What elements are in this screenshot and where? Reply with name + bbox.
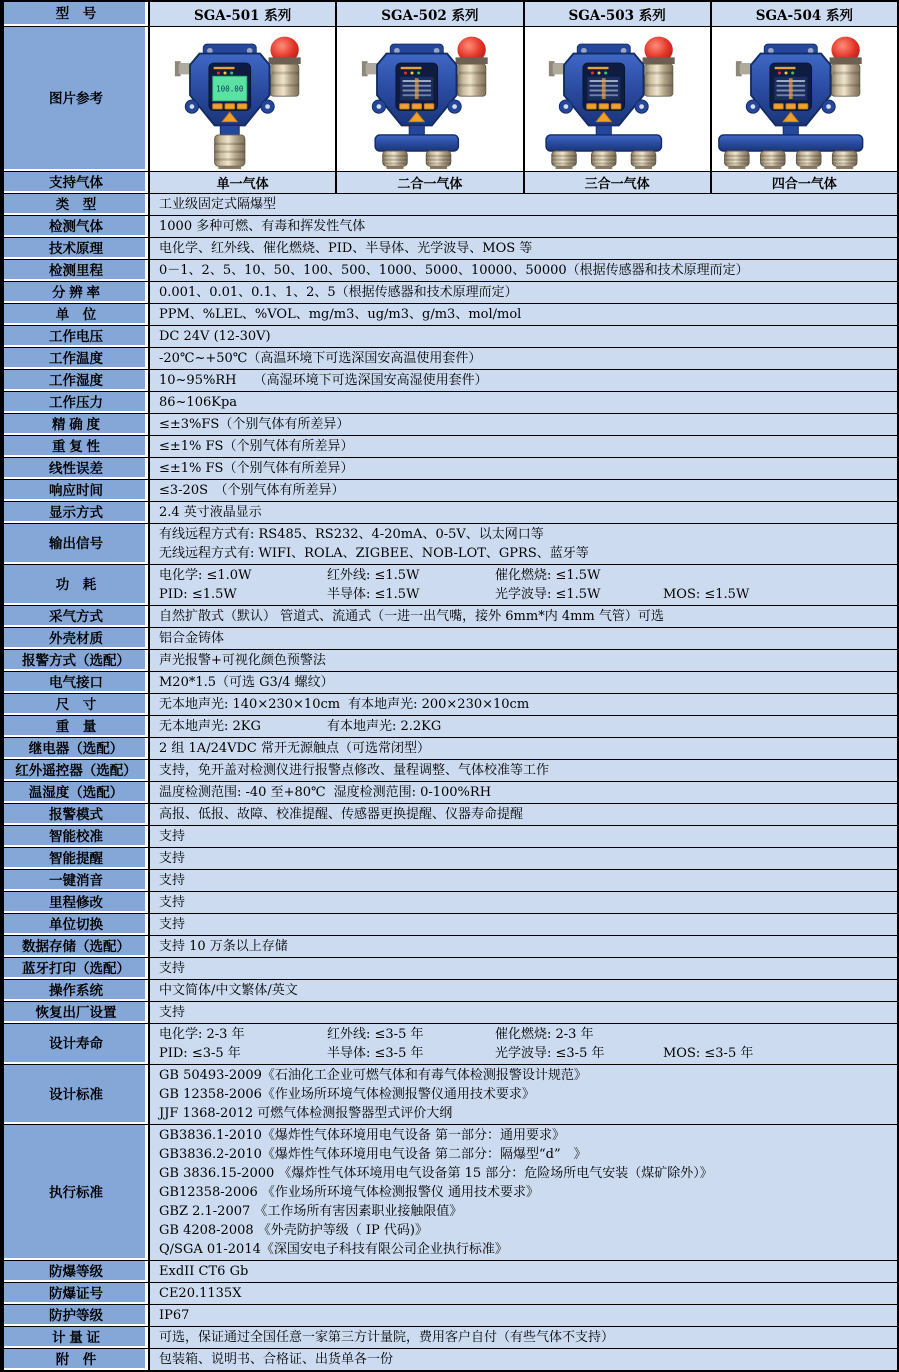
spec-value-accuracy — [150, 414, 897, 435]
spec-label-bt_print: 蓝牙打印（选配） — [4, 958, 150, 979]
spec-value-metering_cert — [150, 1327, 897, 1348]
spec-value-segment: PID: ≤3-5 年 — [159, 1046, 241, 1061]
spec-value-type — [150, 194, 897, 215]
spec-value-exproof_cert — [150, 1283, 897, 1304]
spec-value-line: GB12358-2006 《作业场所环境气体检测报警仪 通用技术要求》 — [159, 1185, 540, 1200]
spec-row-work_pressure — [4, 392, 897, 414]
spec-value-line: ≤±3%FS（个别气体有所差异） — [159, 417, 350, 432]
spec-label-size: 尺 寸 — [4, 694, 150, 715]
spec-label-repeatability: 重 复 性 — [4, 436, 150, 457]
spec-label-ir_remote: 红外遥控器（选配） — [4, 760, 150, 781]
spec-value-line: 声光报警+可视化颜色预警法 — [159, 653, 326, 668]
spec-value-line: PPM、%LEL、%VOL、mg/m3、ug/m3、g/m3、mol/mol — [159, 307, 522, 322]
spec-value-line — [159, 695, 893, 714]
spec-value-line: 包装箱、说明书、合格证、出货单各一份 — [159, 1352, 394, 1367]
spec-row-temp_humidity_opt — [4, 782, 897, 804]
spec-value-line — [159, 1025, 893, 1044]
spec-value-line: GB3836.1-2010《爆炸性气体环境用电气设备 第一部分：通用要求》 — [159, 1128, 566, 1143]
spec-value-line: 无线远程方式有: WIFI、ROLA、ZIGBEE、NOB-LOT、GPRS、蓝牙等 — [159, 546, 589, 561]
spec-value-line: 支持 — [159, 851, 186, 866]
spec-value-line — [159, 783, 893, 802]
spec-label-alarm_mode_opt: 报警方式（选配） — [4, 650, 150, 671]
gas-detector-illustration-sga-503 — [529, 29, 705, 169]
model-row-label: 型 号 — [4, 2, 150, 26]
spec-row-response — [4, 480, 897, 502]
supported-gas-1: 单一气体 — [150, 172, 337, 193]
spec-row-factory_reset — [4, 1002, 897, 1024]
spec-value-alarm_modes — [150, 804, 897, 825]
spec-value-line: 86~106Kpa — [159, 395, 238, 410]
spec-value-line: 支持 10 万条以上存储 — [159, 939, 288, 954]
spec-row-smart_remind — [4, 848, 897, 870]
spec-row-weight — [4, 716, 897, 738]
spec-label-data_storage: 数据存储（选配） — [4, 936, 150, 957]
spec-value-weight — [150, 716, 897, 737]
spec-value-line: 0.001、0.01、0.1、1、2、5（根据传感器和技术原理而定） — [159, 285, 518, 300]
spec-label-alarm_modes: 报警模式 — [4, 804, 150, 825]
spec-value-line: M20*1.5（可选 G3/4 螺纹） — [159, 675, 334, 690]
spec-label-temp_humidity_opt: 温湿度（选配） — [4, 782, 150, 803]
spec-value-segment: 光学波导: ≤1.5W — [495, 587, 601, 602]
spec-row-smart_cal — [4, 826, 897, 848]
spec-row-voltage — [4, 326, 897, 348]
spec-value-segment: 温度检测范围: -40 至+80℃ — [159, 785, 326, 800]
spec-value-exec_std — [150, 1125, 897, 1260]
spec-row-one_key_mute — [4, 870, 897, 892]
spec-value-segment: 光学波导: ≤3-5 年 — [495, 1046, 605, 1061]
spec-value-segment: PID: ≤1.5W — [159, 587, 237, 602]
spec-value-data_storage — [150, 936, 897, 957]
spec-value-temp_humidity_opt — [150, 782, 897, 803]
spec-row-ip_grade — [4, 1305, 897, 1327]
model-header-3: SGA-503 系列 — [525, 2, 712, 26]
spec-label-output: 输出信号 — [4, 524, 150, 564]
spec-label-display: 显示方式 — [4, 502, 150, 523]
gas-row-label: 支持气体 — [4, 172, 150, 193]
spec-value-relay — [150, 738, 897, 759]
spec-row-design_std — [4, 1065, 897, 1125]
spec-label-range: 检测里程 — [4, 260, 150, 281]
spec-row-work_humidity — [4, 370, 897, 392]
spec-row-sampling — [4, 606, 897, 628]
spec-value-voltage — [150, 326, 897, 347]
spec-value-segment: 无本地声光: 140×230×10cm — [159, 697, 341, 712]
spec-value-line: 支持 — [159, 1005, 186, 1020]
spec-value-segment: 有本地声光: 200×230×10cm — [348, 697, 530, 712]
spec-value-line: 高报、低报、故障、校准提醒、传感器更换提醒、仪器寿命提醒 — [159, 807, 524, 822]
spec-value-repeatability — [150, 436, 897, 457]
spec-value-smart_cal — [150, 826, 897, 847]
spec-label-voltage: 工作电压 — [4, 326, 150, 347]
spec-label-os: 操作系统 — [4, 980, 150, 1001]
spec-value-line: -20℃~+50℃（高温环境下可选深国安高温使用套件） — [159, 351, 482, 366]
spec-value-line: Q/SGA 01-2014《深国安电子科技有限公司企业执行标准》 — [159, 1242, 508, 1257]
spec-row-ir_remote — [4, 760, 897, 782]
spec-value-exproof_grade — [150, 1261, 897, 1282]
supported-gas-3: 三合一气体 — [525, 172, 712, 193]
product-image-cell-sga-502 — [337, 27, 524, 171]
spec-value-segment: MOS: ≤3-5 年 — [663, 1046, 754, 1061]
spec-value-line — [159, 566, 893, 585]
spec-value-segment: 无本地声光: 2KG — [159, 719, 261, 734]
spec-value-line: DC 24V (12-30V) — [159, 329, 271, 344]
spec-label-resolution: 分 辨 率 — [4, 282, 150, 303]
spec-value-output — [150, 524, 897, 564]
spec-value-segment: 红外线: ≤1.5W — [327, 568, 420, 583]
spec-value-bt_print — [150, 958, 897, 979]
spec-value-size — [150, 694, 897, 715]
spec-value-electrical_port — [150, 672, 897, 693]
spec-value-segment: 催化燃烧: ≤1.5W — [495, 568, 601, 583]
spec-value-line: ExdII CT6 Gb — [159, 1264, 249, 1279]
spec-value-response — [150, 480, 897, 501]
spec-label-one_key_mute: 一键消音 — [4, 870, 150, 891]
spec-value-principle — [150, 238, 897, 259]
spec-row-electrical_port — [4, 672, 897, 694]
spec-row-os — [4, 980, 897, 1002]
spec-value-line: 支持，免开盖对检测仪进行报警点修改、量程调整、气体校准等工作 — [159, 763, 550, 778]
spec-label-factory_reset: 恢复出厂设置 — [4, 1002, 150, 1023]
spec-row-exproof_cert — [4, 1283, 897, 1305]
spec-value-resolution — [150, 282, 897, 303]
spec-row-accessories — [4, 1349, 897, 1370]
image-row — [4, 27, 897, 172]
model-header-4: SGA-504 系列 — [712, 2, 897, 26]
spec-value-line: 铝合金铸体 — [159, 631, 225, 646]
spec-row-work_temp — [4, 348, 897, 370]
spec-row-exproof_grade — [4, 1261, 897, 1283]
spec-value-line: JJF 1368-2012 可燃气体检测报警器型式评价大纲 — [159, 1106, 453, 1121]
spec-label-relay: 继电器（选配） — [4, 738, 150, 759]
spec-value-line: 工业级固定式隔爆型 — [159, 197, 277, 212]
spec-row-resolution — [4, 282, 897, 304]
spec-value-detect_gas — [150, 216, 897, 237]
spec-row-linearity — [4, 458, 897, 480]
spec-row-exec_std — [4, 1125, 897, 1261]
spec-value-ir_remote — [150, 760, 897, 781]
spec-label-work_pressure: 工作压力 — [4, 392, 150, 413]
spec-value-segment: 电化学: ≤1.0W — [159, 568, 252, 583]
spec-row-data_storage — [4, 936, 897, 958]
spec-value-accessories — [150, 1349, 897, 1370]
spec-label-lifespan: 设计寿命 — [4, 1024, 150, 1064]
supported-gas-4: 四合一气体 — [712, 172, 897, 193]
supported-gas-2: 二合一气体 — [337, 172, 524, 193]
spec-value-line: GB3836.2-2010《爆炸性气体环境用电气设备 第二部分：隔爆型“d” 》 — [159, 1147, 587, 1162]
svg-text:100.00: 100.00 — [215, 84, 244, 94]
image-row-label: 图片参考 — [4, 27, 150, 171]
spec-value-range — [150, 260, 897, 281]
spec-rows — [4, 194, 897, 1370]
spec-value-line: 中文简体/中文繁体/英文 — [159, 983, 298, 998]
spec-value-line: ≤±1% FS（个别气体有所差异） — [159, 439, 354, 454]
spec-value-unit_switch — [150, 914, 897, 935]
spec-value-line — [159, 717, 893, 736]
spec-row-power — [4, 565, 897, 606]
spec-label-type: 类 型 — [4, 194, 150, 215]
spec-row-relay — [4, 738, 897, 760]
spec-value-line: 支持 — [159, 961, 186, 976]
spec-value-line: 支持 — [159, 895, 186, 910]
model-header-2: SGA-502 系列 — [337, 2, 524, 26]
product-image-cell-sga-504 — [712, 27, 897, 171]
spec-value-line: 0－1、2、5、10、50、100、500、1000、5000、10000、50000（根据传感器和技术原理而定） — [159, 263, 749, 278]
spec-label-sampling: 采气方式 — [4, 606, 150, 627]
model-row — [4, 2, 897, 27]
spec-label-principle: 技术原理 — [4, 238, 150, 259]
spec-value-segment: 红外线: ≤3-5 年 — [327, 1027, 424, 1042]
spec-label-work_humidity: 工作湿度 — [4, 370, 150, 391]
spec-row-range — [4, 260, 897, 282]
spec-row-alarm_modes — [4, 804, 897, 826]
spec-row-type — [4, 194, 897, 216]
spec-value-line: 有线远程方式有: RS485、RS232、4-20mA、0-5V、以太网口等 — [159, 527, 544, 542]
spec-value-line: 可选，保证通过全国任意一家第三方计量院，费用客户自付（有些气体不支持） — [159, 1330, 615, 1345]
spec-value-segment: 湿度检测范围: 0-100%RH — [333, 785, 492, 800]
spec-label-smart_cal: 智能校准 — [4, 826, 150, 847]
spec-label-electrical_port: 电气接口 — [4, 672, 150, 693]
spec-value-linearity — [150, 458, 897, 479]
spec-value-line: 支持 — [159, 873, 186, 888]
spec-value-line: GB 50493-2009《石油化工企业可燃气体和有毒气体检测报警设计规范》 — [159, 1068, 587, 1083]
spec-value-ip_grade — [150, 1305, 897, 1326]
product-image-cell-sga-501 — [150, 27, 337, 171]
spec-value-power — [150, 565, 897, 605]
spec-value-work_humidity — [150, 370, 897, 391]
spec-value-work_pressure — [150, 392, 897, 413]
spec-value-design_std — [150, 1065, 897, 1124]
spec-label-weight: 重 量 — [4, 716, 150, 737]
spec-value-range_modify — [150, 892, 897, 913]
spec-label-smart_remind: 智能提醒 — [4, 848, 150, 869]
gas-detector-illustration-sga-504 — [716, 29, 892, 169]
spec-label-unit_switch: 单位切换 — [4, 914, 150, 935]
spec-row-display — [4, 502, 897, 524]
spec-value-line: 2 组 1A/24VDC 常开无源触点（可选常闭型） — [159, 741, 431, 756]
spec-value-line: GB 12358-2006《作业场所环境气体检测报警仪通用技术要求》 — [159, 1087, 535, 1102]
gas-detector-illustration-sga-502 — [342, 29, 518, 169]
spec-row-lifespan — [4, 1024, 897, 1065]
spec-label-exec_std: 执行标准 — [4, 1125, 150, 1260]
spec-value-line: CE20.1135X — [159, 1286, 242, 1301]
spec-value-line: 支持 — [159, 917, 186, 932]
spec-value-line: 电化学、红外线、催化燃烧、PID、半导体、光学波导、MOS 等 — [159, 241, 533, 256]
spec-row-size — [4, 694, 897, 716]
spec-value-line — [159, 585, 893, 604]
spec-label-exproof_cert: 防爆证号 — [4, 1283, 150, 1304]
spec-value-unit — [150, 304, 897, 325]
spec-value-line: ≤3-20S （个别气体有所差异） — [159, 483, 345, 498]
spec-label-shell: 外壳材质 — [4, 628, 150, 649]
gas-row — [4, 172, 897, 194]
spec-value-line — [159, 1044, 893, 1063]
spec-row-unit — [4, 304, 897, 326]
spec-value-os — [150, 980, 897, 1001]
spec-value-line: ≤±1% FS（个别气体有所差异） — [159, 461, 354, 476]
spec-row-shell — [4, 628, 897, 650]
spec-label-work_temp: 工作温度 — [4, 348, 150, 369]
spec-value-line: 10~95%RH （高湿环境下可选深国安高湿使用套件） — [159, 373, 488, 388]
spec-value-shell — [150, 628, 897, 649]
spec-row-principle — [4, 238, 897, 260]
spec-value-line: IP67 — [159, 1308, 190, 1323]
spec-value-smart_remind — [150, 848, 897, 869]
spec-row-range_modify — [4, 892, 897, 914]
spec-value-line: 1000 多种可燃、有毒和挥发性气体 — [159, 219, 366, 234]
spec-value-segment: MOS: ≤1.5W — [663, 587, 750, 602]
spec-value-line: 2.4 英寸液晶显示 — [159, 505, 262, 520]
spec-value-line: GBZ 2.1-2007 《工作场所有害因素职业接触限值》 — [159, 1204, 463, 1219]
spec-row-unit_switch — [4, 914, 897, 936]
spec-value-segment: 电化学: 2-3 年 — [159, 1027, 245, 1042]
spec-value-display — [150, 502, 897, 523]
spec-label-accuracy: 精 确 度 — [4, 414, 150, 435]
spec-label-unit: 单 位 — [4, 304, 150, 325]
spec-value-one_key_mute — [150, 870, 897, 891]
spec-label-ip_grade: 防护等级 — [4, 1305, 150, 1326]
spec-label-range_modify: 里程修改 — [4, 892, 150, 913]
spec-value-lifespan — [150, 1024, 897, 1064]
spec-value-segment: 半导体: ≤1.5W — [327, 587, 420, 602]
spec-row-repeatability — [4, 436, 897, 458]
spec-value-line: 自然扩散式（默认） 管道式、流通式（一进一出气嘴，接外 6mm*内 4mm 气管）可选 — [159, 609, 664, 624]
spec-value-segment: 有本地声光: 2.2KG — [327, 719, 442, 734]
spec-value-sampling — [150, 606, 897, 627]
spec-value-factory_reset — [150, 1002, 897, 1023]
spec-row-detect_gas — [4, 216, 897, 238]
product-image-cell-sga-503 — [525, 27, 712, 171]
spec-row-output — [4, 524, 897, 565]
model-header-1: SGA-501 系列 — [150, 2, 337, 26]
spec-row-accuracy — [4, 414, 897, 436]
spec-row-metering_cert — [4, 1327, 897, 1349]
spec-row-alarm_mode_opt — [4, 650, 897, 672]
spec-value-work_temp — [150, 348, 897, 369]
spec-value-segment: 催化燃烧: 2-3 年 — [495, 1027, 594, 1042]
spec-label-metering_cert: 计 量 证 — [4, 1327, 150, 1348]
spec-value-alarm_mode_opt — [150, 650, 897, 671]
spec-label-detect_gas: 检测气体 — [4, 216, 150, 237]
spec-value-line: GB 3836.15-2000 《爆炸性气体环境用电气设备第 15 部分：危险场所电气安装（煤矿除外）》 — [159, 1166, 713, 1181]
spec-label-accessories: 附 件 — [4, 1349, 150, 1370]
spec-value-segment: 半导体: ≤3-5 年 — [327, 1046, 424, 1061]
spec-label-design_std: 设计标准 — [4, 1065, 150, 1124]
spec-label-exproof_grade: 防爆等级 — [4, 1261, 150, 1282]
spec-label-linearity: 线性误差 — [4, 458, 150, 479]
spec-label-response: 响应时间 — [4, 480, 150, 501]
spec-row-bt_print — [4, 958, 897, 980]
gas-detector-illustration-sga-501 — [155, 29, 331, 169]
spec-value-line: GB 4208-2008 《外壳防护等级（ IP 代码)》 — [159, 1223, 428, 1238]
spec-label-power: 功 耗 — [4, 565, 150, 605]
spec-value-line: 支持 — [159, 829, 186, 844]
